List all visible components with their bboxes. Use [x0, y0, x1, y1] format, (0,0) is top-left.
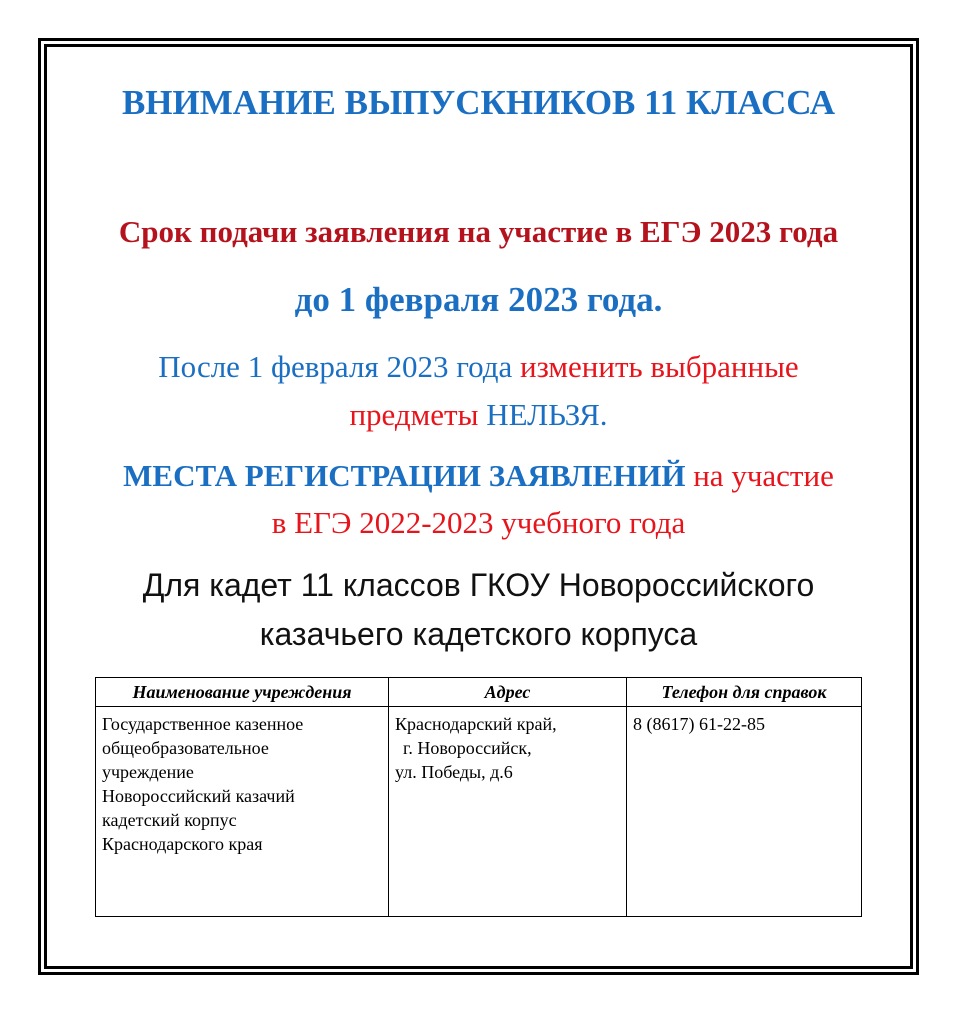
- deadline-line-2: до 1 февраля 2023 года.: [294, 280, 663, 319]
- address-line: г. Новороссийск,: [403, 738, 532, 758]
- cadets-line-2: казачьего кадетского корпуса: [259, 616, 698, 652]
- institution-line: общеобразовательное: [102, 738, 269, 758]
- deadline-line-1: Срок подачи заявления на участие в ЕГЭ 2023 года: [118, 214, 839, 249]
- header-institution: Наименование учреждения: [96, 678, 389, 707]
- change-note-line-1: [0, 349, 957, 385]
- registration-participation-text: на участие: [693, 458, 834, 493]
- institution-line: Новороссийский казачий: [102, 786, 295, 806]
- cell-institution: [96, 707, 389, 917]
- table-header-row: [96, 678, 862, 707]
- registration-line-1: [0, 458, 957, 494]
- change-note-line-2: [0, 397, 957, 433]
- institution-line: Краснодарского края: [102, 834, 263, 854]
- header-phone: Телефон для справок: [627, 678, 862, 707]
- change-note-forbidden-text: НЕЛЬЗЯ.: [486, 397, 608, 432]
- registration-places-title: МЕСТА РЕГИСТРАЦИИ ЗАЯВЛЕНИЙ: [123, 458, 686, 493]
- registration-line-2: в ЕГЭ 2022-2023 учебного года: [271, 505, 686, 540]
- address-line: ул. Победы, д.6: [395, 762, 513, 782]
- institution-line: кадетский корпус: [102, 810, 237, 830]
- cell-address: [389, 707, 627, 917]
- institution-line: Государственное казенное: [102, 714, 304, 734]
- institution-line: учреждение: [102, 762, 194, 782]
- registration-places-table: [95, 677, 862, 917]
- change-note-subjects-text: предметы: [349, 397, 479, 432]
- change-note-date-text: После 1 февраля 2023 года: [158, 349, 513, 384]
- cadets-line-1: Для кадет 11 классов ГКОУ Новороссийского: [142, 567, 815, 603]
- header-address: Адрес: [389, 678, 627, 707]
- notice-heading: ВНИМАНИЕ ВЫПУСКНИКОВ 11 КЛАССА: [121, 83, 836, 122]
- change-note-change-text: изменить выбранные: [520, 349, 799, 384]
- cell-phone: [627, 707, 862, 917]
- phone-number: 8 (8617) 61-22-85: [633, 714, 765, 734]
- table-row: [96, 707, 862, 917]
- address-line: Краснодарский край,: [395, 714, 557, 734]
